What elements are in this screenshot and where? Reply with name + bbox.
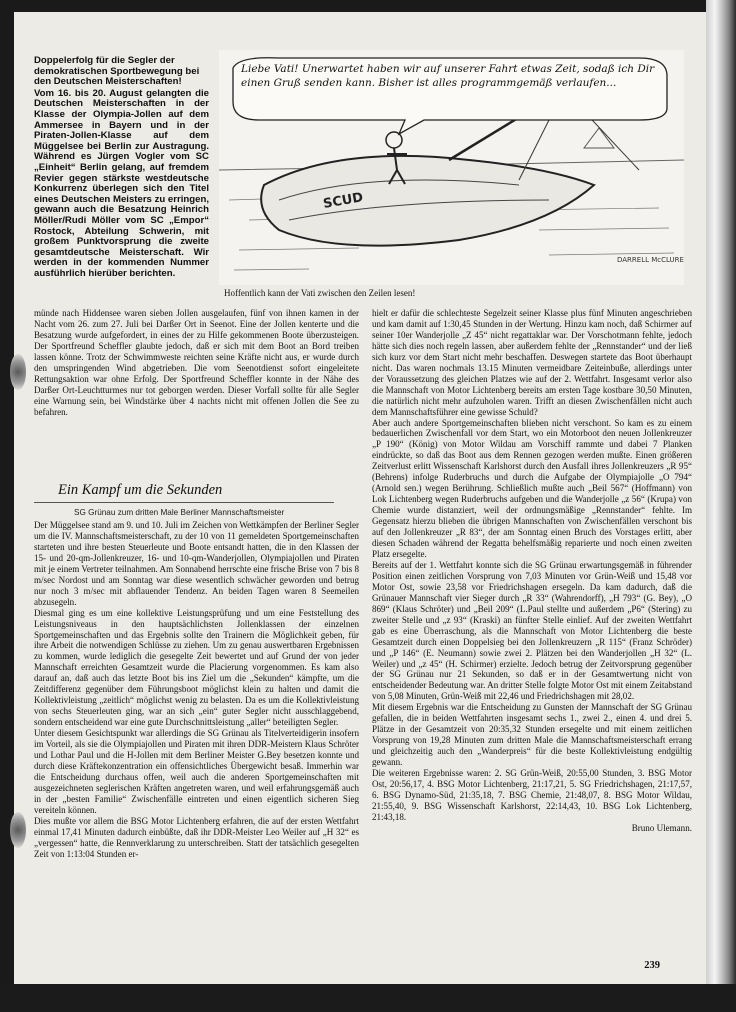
article-paragraph: Der Müggelsee stand am 9. und 10. Juli im Zeichen von Wettkämpfen der Berliner Segler um die IV. Mannschaftsmeisterschaft, zu der 10 von 11 gemeldeten Sportgemeinschaften starteten und ihre besten Steuerleute und Boote entsandt hatten, die in den Klassen der 15- und 20-qm-Jollenkreuzer, 16- und 10-qm-Wanderjollen, Olympiajollen und Piraten mit je einem Vertreter teilnahmen. Am Sonnabend herrschte eine frische Brise von 7 bis 8 m/sec Nordost und am Sonntag war diese wesentlich schwächer geworden und betrug nur noch 3 m/sec mit abflauender Tendenz. An beiden Tagen waren 8 Seemeilen abzusegeln. bbox=[34, 520, 359, 607]
article-paragraph: Mit diesem Ergebnis war die Entscheidung zu Gunsten der Mannschaft der SG Grünau gefallen, die in beiden Wettfahrten insgesamt sechs 1., zwei 2., einen 4. und drei 5. Plätze in der Gesamtzeit von 20:35,32 Stunden ersegelte und mit einem zeitlichen Vorsprung von 19,28 Minuten zum dritten Male die Mannschaftsmeisterschaft errang und gleichzeitig auch den „Wanderpreis“ für die beste Kollektivleistung endgültig gewann. bbox=[372, 702, 692, 768]
article-paragraph: Die weiteren Ergebnisse waren: 2. SG Grün-Weiß, 20:55,00 Stunden, 3. BSG Motor Ost, 20:56,17, 4. BSG Motor Lichtenberg, 21:17,21, 5. SG Friedrichshagen, 21:17,57, 6. BSG Dynamo-Süd, 21:35,18, 7. BSG Chemie, 21:48,07, 8. BSG Motor Wildau, 21:55,40, 9. BSG Wissenschaft Karlshorst, 22:14,43, 10. BSG Lok Lichtenberg, 21:43,18. bbox=[372, 768, 692, 822]
binding-hole bbox=[10, 812, 26, 848]
article-subtitle: SG Grünau zum dritten Male Berliner Mannschaftsmeister bbox=[74, 508, 285, 517]
hull-label: SCUD bbox=[322, 190, 365, 212]
article-right-column bbox=[372, 308, 692, 834]
article-left-column bbox=[34, 520, 359, 860]
article-title: Ein Kampf um die Sekunden bbox=[58, 482, 223, 498]
cartoon-speech-text: Liebe Vati! Unerwartet haben wir auf unserer Fahrt etwas Zeit, sodaß ich Dir einen Gruß senden kann. Bisher ist alles programmgemäß verlaufen... bbox=[241, 63, 655, 89]
article-paragraph: hielt er dafür die schlechteste Segelzeit seiner Klasse plus fünf Minuten angeschrieben und kam damit auf 1:30,45 Stunden in der Wertung. Hinzu kam noch, daß Schirmer auf seiner 10er Wanderjolle „Z 45“ nicht regattaklar war. Der Vorschotmann fehlte, jedoch hätte sich dies noch regeln lassen, aber außerdem fehlte der „Rennstander“ und der ließ sich kurz vor dem Start nicht mehr beschaffen. Deswegen startete das Boot überhaupt nicht. Das waren nochmals 13.15 Minuten vermeidbare Zeiteinbuße, allerdings unter der Voraussetzung des gleichen Platzes wie auf der 2. Wettfahrt. Insgesamt verlor also die Mannschaft von Motor Lichtenberg bereits am ersten Tage kostbare 30,50 Minuten, die natürlich nicht mehr aufzuholen waren. Trifft an diesen Zwischenfällen nicht auch dem Mannschaftsführer eine gewisse Schuld? bbox=[372, 308, 692, 417]
magazine-page bbox=[14, 12, 706, 984]
title-underline bbox=[34, 502, 334, 503]
page-number: 239 bbox=[644, 960, 660, 971]
cartoon-illustration bbox=[219, 50, 684, 285]
book-spine bbox=[706, 0, 736, 1012]
sailboat-cartoon bbox=[219, 50, 684, 285]
left-intro-column bbox=[34, 308, 359, 418]
lead-body: Vom 16. bis 20. August gelangten die Deutschen Meisterschaften in der Klasse der Olympia-Jollen auf dem Ammersee in Bayern und in der Piraten-Jollen-Klasse auf dem Müggelsee bei Berlin zur Austragung. Während es Jürgen Vogler vom SC „Einheit“ Berlin gelang, auf fremdem Revier gegen stärkste westdeutsche Konkurrenz überlegen sich den Titel eines Deutschen Meisters zu erringen, gewann auch die Besatzung Heinrich Möller/Rudi Möller vom SC „Empor“ Rostock, Abteilung Schwerin, mit großem Punktvorsprung die zweite gesamtdeutsche Meisterschaft. Wir werden in der kommenden Nummer ausführlich hierüber berichten. bbox=[34, 87, 209, 279]
scan-border bbox=[0, 984, 736, 1012]
lead-box bbox=[34, 56, 209, 279]
article-paragraph: Dies mußte vor allem die BSG Motor Lichtenberg erfahren, die auf der ersten Wettfahrt einmal 17,41 Minuten dadurch einbüßte, daß ihr DDR-Meister Leo Weiler auf „H 32“ es „vergessen“ hatte, die Rennverklarung zu unterschreiben. Statt der tatsächlich gesegelten Zeit von 1:13:04 Stunden er- bbox=[34, 815, 359, 859]
lead-headline: Doppelerfolg für die Segler der demokratischen Sportbewegung bei den Deutschen Meisterschaften! bbox=[34, 55, 200, 88]
cartoon-signature: DARRELL McCLURE bbox=[617, 256, 684, 264]
article-paragraph: Bereits auf der 1. Wettfahrt konnte sich die SG Grünau erwartungsgemäß in führender Position einen zeitlichen Vorsprung von 7,03 Minuten vor Grün-Weiß und 15,48 vor Motor Ost, sowie 23,58 vor Friedrichshagen ersegeln. Da kam dadurch, daß die Grünauer Mannschaft vier Sieger durch „R 33“ (Wahrendorff), „H 793“ (G. Bey), „O 869“ (Klaus Schröter) und „Beil 209“ (L.Paul stellte und außerdem „P6“ (Stering) zu zweiter Stelle und „z 93“ (Kraski) an fünfter Stelle einlief. Auf der zweiten Wettfahrt gab es eine Überraschung, als die Mannschaft von Motor Lichtenberg die beste Gesamtzeit durch einen Doppelsieg bei den Jollenkreuzern „R 115“ (Franz Schröder) und „P 146“ (E. Neumann) sowie zwei 2. Plätzen bei den Wanderjollen „H 32“ (L. Weiler) und „z 45“ (H. Schirmer) erzielte. Jedoch betrug der Zeitvorsprung gegenüber der SG Grünau nur 21 Sekunden, so daß er in der Gesamtwertung nicht von entscheidender Bedeutung war. An dritter Stelle folgte Motor Ost mit einem Zeitabstand von 5,08 Minuten, Grün-Weiß mit 22,46 und Friedrichshagen mit 28,02. bbox=[372, 559, 692, 702]
article-paragraph: Unter diesem Gesichtspunkt war allerdings die SG Grünau als Titelverteidigerin insofern im Vorteil, als sie die Olympiajollen und Piraten mit ihren DDR-Meistern Klaus Schröter und Lothar Paul und die H-Jollen mit dem Berliner Meister G.Bey besetzen konnte und durch diese Kräftekonzentration ein offensichtliches Übergewicht besaß. Immerhin war die Entscheidung durchaus offen, weil auch die anderen Sportgemeinschaften mit ausgezeichneten seglerischen Kräften angetreten waren, und weil erfahrungsgemäß auch in der „besten Familie“ Zwischenfälle eintreten und einen eigentlich sicheren Sieg vereiteln können. bbox=[34, 728, 359, 815]
figure-caption: Hoffentlich kann der Vati zwischen den Zeilen lesen! bbox=[224, 288, 416, 298]
binding-hole bbox=[10, 354, 26, 390]
article-paragraph: Diesmal ging es um eine kollektive Leistungsprüfung und um eine Feststellung des Leistungsniveaus in den hauptsächlichsten Jollenklassen der einzelnen Sportgemeinschaften und das Ergebnis sollte den Trainern die Möglichkeit geben, für ihre Arbeit die notwendigen Schlüsse zu ziehen. Um zu genau auswertbaren Ergebnissen zu kommen, wurde lediglich die gesegelte Zeit bewertet und auf Grund der von jeder Mannschaft erreichten Gesamtzeit wurde die Placierung vorgenommen. Es kam also darauf an, daß auch das letzte Boot bis ins Ziel um die „Sekunden“ kämpfte, um die Zeitdifferenz gegenüber dem Führungsboot möglichst klein zu halten und damit die Kollektivleistung „zeitlich“ möglichst wenig zu belasten. Da es um die Kollektivleistung von sechs Steuerleuten ging, war an sich „ein“ guter Segler nicht ausschlaggebend, sondern entscheidend war eine gute Durchschnittsleistung „aller“ beteiligten Segler. bbox=[34, 607, 359, 728]
article-paragraph: Aber auch andere Sportgemeinschaften blieben nicht verschont. So kam es zu einem bedauerlichen Zwischenfall vor dem Start, wo ein Motorboot den neuen Jollenkreuzer „P 190“ (König) von Motor Wildau am Vorschiff rammte und dabei 7 Planken eindrückte, so daß das Boot aus dem Rennen gezogen werden mußte. Einen größeren Zeitverlust erlitt Wissenschaft Karlshorst durch den Ausfall ihres Jollenkreuzers „R 95“ (Behrens) infolge Ruderbruchs und durch die Aufgabe der Olympiajolle „O 794“ (Arnold sen.) wegen Berührung. Schließlich mußte auch „Beil 567“ (Hoffmann) von Lok Lichtenberg wegen Ruderbruchs aufgeben und die Wanderjolle „z 56“ (Krupa) von Chemie wurde distanziert, weil der ordnungsmäßige „Rennstander“ fehlte. Im Gegensatz hierzu blieben die übrigen Mannschaften von Zwischenfällen verschont bis auf den Jollenkreuzer „R 83“, der am Sonntag einen Bruch des Vorstages erlitt, aber diesen Schaden während der Regatta behelfsmäßig reparierte und noch einen zweiten Platz ersegelte. bbox=[372, 417, 692, 559]
article-author: Bruno Ulemann. bbox=[631, 822, 692, 833]
intro-paragraph: münde nach Hiddensee waren sieben Jollen ausgelaufen, fünf von ihnen kamen in der Nacht vom 26. zum 27. Juli bei Darßer Ort in Seenot. Eine der Jollen kenterte und die Besatzung wurde aufgefordert, in eines der zu Hilfe gekommenen Boote überzusteigen. Der Sportfreund Scheffler glaubte jedoch, daß er sich mit dem Boot an Bord treiben lassen könne. Trotz der Schwimmweste reichten seine Kräfte nicht aus, er wurde durch den umspringenden Wind abgetrieben. Die vom Seenotdienst sofort eingeleitete Rettungsaktion war ohne Erfolg. Der Sportfreund Scheffler konnte in der Nähe des Darßer Ort-Leuchtturmes nur tot geborgen werden. Dieser Vorfall sollte für alle Segler eine Warnung sein, bei Windstärke über 4 nachts nicht mit offenen Jollen die See zu befahren. bbox=[34, 308, 359, 417]
